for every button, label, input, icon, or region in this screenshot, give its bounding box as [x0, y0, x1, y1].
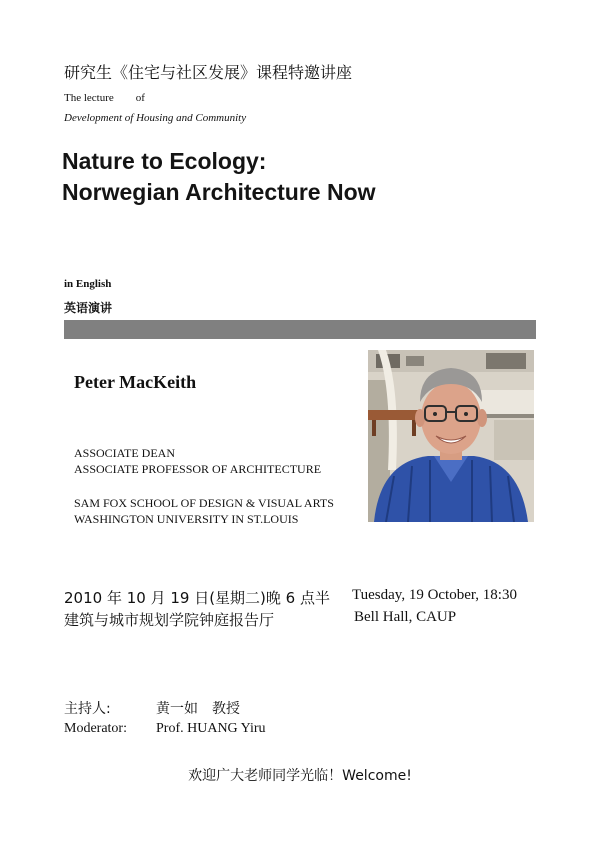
speaker-title-line: ASSOCIATE PROFESSOR OF ARCHITECTURE — [74, 462, 322, 476]
speaker-title-line: ASSOCIATE DEAN — [74, 446, 176, 460]
welcome-message: 欢迎广大老师同学光临！Welcome! — [188, 768, 412, 784]
speaker-title-line: WASHINGTON UNIVERSITY IN ST.LOUIS — [74, 512, 299, 526]
moderator-name-english: Prof. HUANG Yiru — [156, 721, 266, 736]
moderator-label-chinese: 主持人: — [64, 701, 111, 717]
lecture-title-line-2: Norwegian Architecture Now — [62, 179, 376, 205]
lecture-the: The lecture — [64, 92, 114, 104]
event-venue-chinese: 建筑与城市规划学院钟庭报告厅 — [64, 611, 275, 629]
divider-bar — [64, 320, 536, 339]
language-chinese: 英语演讲 — [64, 301, 113, 315]
event-date-english: Tuesday, 19 October, 18:30 — [352, 587, 517, 603]
speaker-title-line: SAM FOX SCHOOL OF DESIGN & VISUAL ARTS — [74, 496, 334, 510]
series-title: 研究生《住宅与社区发展》课程特邀讲座 — [64, 63, 353, 82]
lecture-title — [62, 146, 376, 208]
event-date-chinese: 2010 年 10 月 19 日(星期二)晚 6 点半 — [64, 589, 330, 607]
lecture-line — [64, 92, 145, 104]
course-name: Development of Housing and Community — [64, 112, 247, 124]
event-venue-english: Bell Hall, CAUP — [354, 609, 457, 625]
language-english: in English — [64, 278, 112, 290]
moderator-name-chinese: 黄一如 教授 — [156, 701, 240, 717]
lecture-title-line-1: Nature to Ecology: — [62, 148, 267, 174]
lecture-of: of — [135, 92, 145, 104]
moderator-label-english: Moderator: — [64, 721, 127, 736]
speaker-photo — [368, 350, 534, 522]
speaker-name: Peter MacKeith — [74, 372, 197, 392]
